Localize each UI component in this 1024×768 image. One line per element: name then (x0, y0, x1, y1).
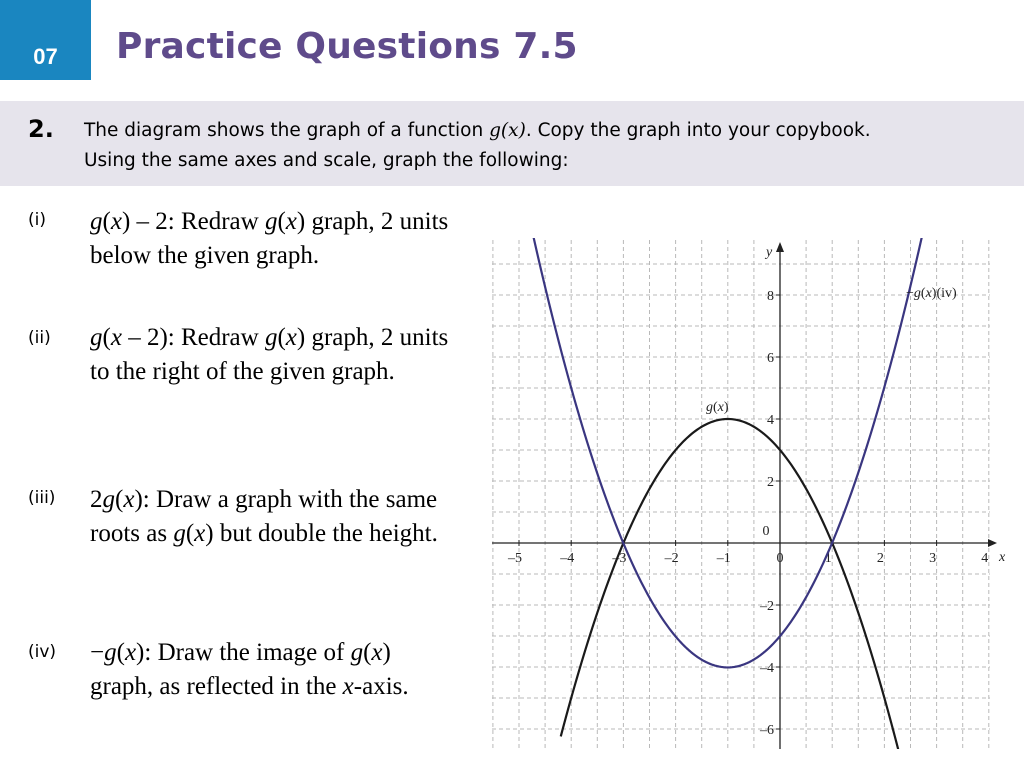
series-label-part: ( (920, 286, 926, 301)
y-tick-label: –4 (760, 661, 774, 676)
question-text (84, 116, 1004, 176)
part-text-segment: ) – 2: Redraw (121, 208, 265, 235)
part-text-segment: ( (102, 208, 111, 235)
part-text-segment: x (124, 639, 137, 666)
part-text-segment: ( (277, 208, 286, 235)
part-text-segment: ): Draw a graph with the same roots as (90, 486, 438, 547)
part-text-segment: g (264, 208, 278, 235)
y-axis-arrow (776, 242, 784, 252)
part-text-segment: ( (277, 324, 286, 351)
x-tick-label: –1 (716, 551, 731, 566)
chapter-number-tab (0, 0, 91, 80)
question-text-before: The diagram shows the graph of a function (84, 120, 490, 141)
y-tick-label: –6 (760, 723, 774, 738)
part-text-segment: x (110, 324, 122, 351)
part-text-segment: ( (363, 639, 372, 666)
x-tick-label: 3 (929, 551, 937, 566)
series-label-part: x (717, 400, 724, 415)
x-axis-arrow (988, 539, 997, 547)
part-text-i (90, 205, 450, 273)
part-text-segment: g (264, 324, 278, 351)
part-text-segment: ) graph, 2 units to the right of the given graph. (90, 324, 449, 385)
part-text-segment: g (350, 639, 364, 666)
part-text-segment: x (285, 324, 297, 351)
part-text-segment: x (110, 208, 122, 235)
part-text-segment: g (90, 208, 103, 235)
x-tick-label: 2 (876, 551, 884, 566)
y-tick-label: 8 (767, 289, 774, 304)
series-label-part: g (913, 286, 921, 301)
y-tick-label: 6 (767, 351, 774, 366)
series-label-g (706, 400, 729, 415)
part-text-segment: -axis. (353, 673, 409, 700)
question-band (0, 101, 1024, 186)
part-text-segment: ( (116, 639, 125, 666)
question-number: 2. (28, 115, 54, 143)
part-text-segment: g (102, 486, 115, 513)
y-tick-label: –2 (760, 599, 774, 614)
series-label-part: − (906, 286, 914, 301)
part-text-segment: ( (115, 486, 124, 513)
part-text-segment: x (194, 520, 206, 547)
part-text-segment: ) but double the height. (205, 520, 438, 547)
series-label-neg-g (906, 286, 957, 301)
part-text-segment: x (285, 208, 297, 235)
part-text-segment: x (342, 673, 354, 700)
part-text-segment: ( (185, 520, 195, 547)
part-text-ii (90, 321, 450, 389)
part-text-segment: ( (102, 324, 111, 351)
function-name: g(x) (489, 120, 526, 141)
y-tick-label: 2 (767, 475, 774, 490)
function-graph (490, 238, 1010, 753)
part-text-segment: ) graph, 2 units below the given graph. (90, 208, 449, 269)
part-text-iv (90, 636, 450, 704)
y-tick-label: 0 (762, 524, 770, 539)
part-text-segment: 2 (90, 486, 103, 513)
x-tick-label: –4 (560, 551, 575, 566)
part-text-segment: x (123, 486, 135, 513)
part-text-segment: g (90, 324, 103, 351)
part-label-iv: (iv) (28, 642, 57, 662)
part-text-segment: x (371, 639, 383, 666)
part-text-segment: – 2): Redraw (121, 324, 265, 351)
x-tick-label: 1 (824, 551, 832, 566)
series-label-part: g (706, 400, 713, 415)
series-label-part: ( (713, 400, 718, 415)
part-text-segment: ) graph, as reflected in the (90, 639, 391, 700)
x-tick-label: 0 (776, 551, 784, 566)
question-text-after: . Copy the graph into your copybook. (525, 120, 871, 141)
series-label-part: )(iv) (931, 286, 957, 301)
x-tick-label: 4 (981, 551, 989, 566)
x-axis-label: x (999, 550, 1006, 565)
part-text-segment: g (173, 520, 186, 547)
y-axis-label: y (766, 245, 773, 260)
x-tick-label: –2 (664, 551, 679, 566)
chapter-number: 07 (33, 44, 58, 69)
part-label-i: (i) (28, 210, 46, 230)
page-title: Practice Questions 7.5 (116, 26, 578, 67)
question-line-2: Using the same axes and scale, graph the following: (84, 150, 569, 171)
series-label-part: x (925, 286, 932, 301)
series-label-part: ) (723, 400, 729, 415)
part-text-iii (90, 483, 450, 551)
x-tick-label: –3 (612, 551, 627, 566)
part-text-segment: − (90, 639, 105, 666)
part-text-segment: g (104, 639, 117, 666)
y-tick-label: 4 (767, 413, 774, 428)
part-text-segment: ): Draw the image of (136, 639, 351, 666)
series-line (524, 238, 957, 667)
part-label-ii: (ii) (28, 328, 51, 348)
part-label-iii: (iii) (28, 488, 56, 508)
x-tick-label: –5 (508, 551, 522, 566)
